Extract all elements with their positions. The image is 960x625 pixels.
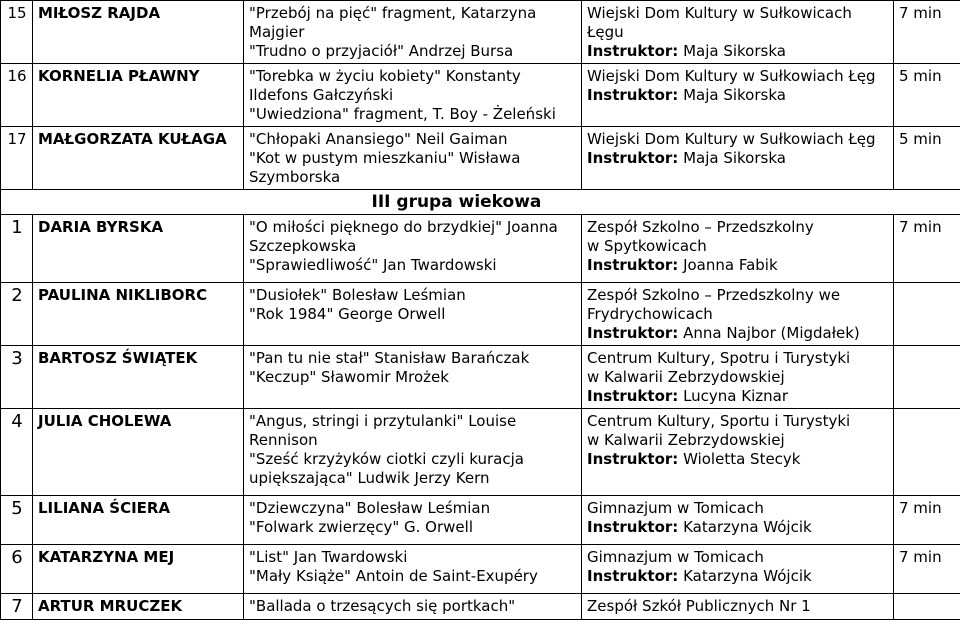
institution-name: Gimnazjum w Tomicach — [587, 499, 764, 517]
works-cell — [244, 215, 582, 283]
group-header-section — [1, 190, 960, 215]
instructor-line — [587, 86, 889, 105]
spacer — [249, 586, 577, 591]
participant-name: ARTUR MRUCZEK — [33, 594, 244, 620]
instructor-name: Maja Sikorska — [683, 86, 786, 104]
table-row — [1, 545, 960, 594]
works-cell — [244, 496, 582, 545]
institution-cell — [582, 409, 894, 496]
duration: 7 min — [894, 1, 960, 64]
instructor-label: Instruktor: — [587, 42, 679, 60]
instructor-label: Instruktor: — [587, 518, 679, 536]
work-title: "Sprawiedliwość" Jan Twardowski — [249, 256, 497, 274]
instructor-line — [587, 518, 889, 537]
institution-name: Zespół Szkolno – Przedszkolny we Frydrychowicach — [587, 286, 841, 323]
instructor-label: Instruktor: — [587, 149, 679, 167]
spacer — [249, 488, 577, 493]
institution-name: Gimnazjum w Tomicach — [587, 548, 764, 566]
spacer — [249, 537, 577, 542]
institution-name: w Kalwarii Zebrzydowskiej — [587, 431, 785, 449]
instructor-line — [587, 450, 889, 469]
instructor-label: Instruktor: — [587, 567, 679, 585]
table-body-group-3 — [1, 215, 960, 620]
participant-name: PAULINA NIKLIBORC — [33, 283, 244, 346]
institution-name: w Kalwarii Zebrzydowskiej — [587, 368, 785, 386]
instructor-line — [587, 567, 889, 586]
group-header: III grupa wiekowa — [244, 190, 894, 215]
institution-name: Zespół Szkolno – Przedszkolny — [587, 218, 814, 236]
table-row — [1, 127, 960, 190]
instructor-label: Instruktor: — [587, 86, 679, 104]
works-cell — [244, 64, 582, 127]
instructor-label: Instruktor: — [587, 324, 679, 342]
works-cell — [244, 594, 582, 620]
row-number: 5 — [1, 496, 33, 545]
institution-name: Wiejski Dom Kultury w Sułkowiach Łęg — [587, 67, 876, 85]
duration — [894, 594, 960, 620]
work-title: "Folwark zwierzęcy" G. Orwell — [249, 518, 473, 536]
instructor-label: Instruktor: — [587, 256, 679, 274]
duration: 7 min — [894, 496, 960, 545]
instructor-name: Maja Sikorska — [683, 149, 786, 167]
works-cell — [244, 346, 582, 409]
row-number: 4 — [1, 409, 33, 496]
works-cell — [244, 127, 582, 190]
instructor-line — [587, 42, 889, 61]
instructor-line — [587, 149, 889, 168]
spacer — [249, 387, 577, 392]
institution-name: Wiejski Dom Kultury w Sułkowicach Łęgu — [587, 4, 852, 41]
table-row — [1, 283, 960, 346]
table-row — [1, 1, 960, 64]
instructor-label: Instruktor: — [587, 450, 679, 468]
duration — [894, 346, 960, 409]
table-row — [1, 409, 960, 496]
instructor-name: Katarzyna Wójcik — [683, 567, 812, 585]
work-title: "Mały Książe" Antoin de Saint-Exupéry — [249, 567, 538, 585]
group-header-row — [1, 190, 960, 215]
work-title: "Kot w pustym mieszkaniu" Wisława Szymborska — [249, 149, 521, 186]
institution-name: Zespół Szkół Publicznych Nr 1 — [587, 597, 811, 615]
institution-name: w Spytkowicach — [587, 237, 707, 255]
participant-name: JULIA CHOLEWA — [33, 409, 244, 496]
duration: 5 min — [894, 127, 960, 190]
row-number: 1 — [1, 215, 33, 283]
institution-cell — [582, 346, 894, 409]
participant-name: KORNELIA PŁAWNY — [33, 64, 244, 127]
work-title: "Przebój na pięć" fragment, Katarzyna Majgier — [249, 4, 537, 41]
institution-cell — [582, 496, 894, 545]
table-row — [1, 215, 960, 283]
institution-cell — [582, 594, 894, 620]
work-title: "Pan tu nie stał" Stanisław Barańczak — [249, 349, 530, 367]
work-title: "O miłości pięknego do brzydkiej" Joanna Szczepkowska — [249, 218, 558, 255]
instructor-name: Maja Sikorska — [683, 42, 786, 60]
row-number: 6 — [1, 545, 33, 594]
row-number: 3 — [1, 346, 33, 409]
work-title: "Uwiedziona" fragment, T. Boy - Żeleński — [249, 105, 556, 123]
institution-cell — [582, 283, 894, 346]
duration: 7 min — [894, 215, 960, 283]
instructor-name: Anna Najbor (Migdałek) — [683, 324, 860, 342]
table-row — [1, 346, 960, 409]
works-cell — [244, 283, 582, 346]
work-title: "Ballada o trzesących się portkach" — [249, 597, 516, 615]
table-row — [1, 496, 960, 545]
work-title: "List" Jan Twardowski — [249, 548, 408, 566]
work-title: "Sześć krzyżyków ciotki czyli kuracja upiększająca" Ludwik Jerzy Kern — [249, 450, 524, 487]
row-number: 7 — [1, 594, 33, 620]
row-number: 15 — [1, 1, 33, 64]
duration — [894, 283, 960, 346]
instructor-name: Lucyna Kiznar — [683, 387, 789, 405]
row-number: 2 — [1, 283, 33, 346]
instructor-name: Wioletta Stecyk — [683, 450, 801, 468]
institution-cell — [582, 127, 894, 190]
work-title: "Dusiołek" Bolesław Leśmian — [249, 286, 466, 304]
table-row — [1, 64, 960, 127]
instructor-line — [587, 256, 889, 275]
work-title: "Keczup" Sławomir Mrożek — [249, 368, 449, 386]
work-title: "Chłopaki Anansiego" Neil Gaiman — [249, 130, 508, 148]
table-body-group-2 — [1, 1, 960, 190]
duration: 5 min — [894, 64, 960, 127]
row-number: 16 — [1, 64, 33, 127]
instructor-name: Joanna Fabik — [683, 256, 778, 274]
work-title: "Rok 1984" George Orwell — [249, 305, 446, 323]
work-title: "Dziewczyna" Bolesław Leśmian — [249, 499, 491, 517]
row-number: 17 — [1, 127, 33, 190]
spacer — [249, 324, 577, 329]
instructor-line — [587, 387, 889, 406]
duration — [894, 409, 960, 496]
institution-cell — [582, 64, 894, 127]
table-row — [1, 594, 960, 620]
institution-name: Centrum Kultury, Spotru i Turystyki — [587, 349, 851, 367]
work-title: "Trudno o przyjaciół" Andrzej Bursa — [249, 42, 514, 60]
instructor-line — [587, 324, 889, 343]
works-cell — [244, 1, 582, 64]
works-cell — [244, 409, 582, 496]
works-cell — [244, 545, 582, 594]
participant-name: KATARZYNA MEJ — [33, 545, 244, 594]
work-title: "Torebka w życiu kobiety" Konstanty Ildefons Gałczyński — [249, 67, 521, 104]
institution-cell — [582, 1, 894, 64]
participant-name: MIŁOSZ RAJDA — [33, 1, 244, 64]
spacer — [249, 275, 577, 280]
participant-name: BARTOSZ ŚWIĄTEK — [33, 346, 244, 409]
instructor-name: Katarzyna Wójcik — [683, 518, 812, 536]
participant-name: LILIANA ŚCIERA — [33, 496, 244, 545]
work-title: "Angus, stringi i przytulanki" Louise Rennison — [249, 412, 517, 449]
institution-cell — [582, 215, 894, 283]
participant-name: MAŁGORZATA KUŁAGA — [33, 127, 244, 190]
institution-cell — [582, 545, 894, 594]
institution-name: Centrum Kultury, Sportu i Turystyki — [587, 412, 851, 430]
duration: 7 min — [894, 545, 960, 594]
institution-name: Wiejski Dom Kultury w Sułkowiach Łęg — [587, 130, 876, 148]
participant-name: DARIA BYRSKA — [33, 215, 244, 283]
instructor-label: Instruktor: — [587, 387, 679, 405]
